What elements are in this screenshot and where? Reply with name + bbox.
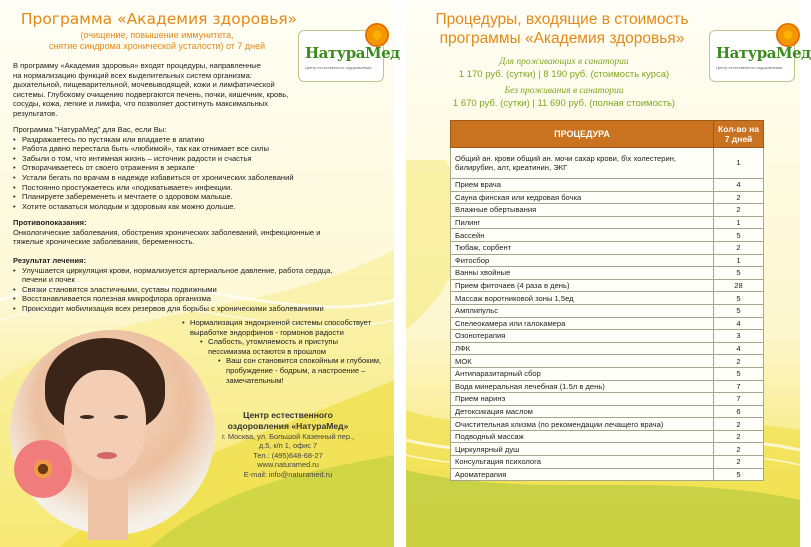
- results-title-text: Результат лечения:: [13, 256, 87, 265]
- table-row: [451, 393, 764, 406]
- results-list: [13, 266, 358, 314]
- column-header-quantity: Кол-во на 7 дней: [714, 121, 764, 148]
- quantity-cell: 5: [714, 304, 764, 317]
- results-section: [13, 256, 358, 314]
- quantity-cell: 2: [714, 443, 764, 456]
- procedures-title: [412, 10, 712, 48]
- list-item: • Ваш сон становится спокойным и глубоким, пробуждение - бодрым, а настроение – замечательным!: [218, 356, 382, 385]
- center-name-line: Центр естественного: [243, 410, 333, 420]
- table-row: [451, 330, 764, 343]
- procedure-cell: Прием врача: [451, 179, 714, 192]
- for-you-title: Программа "НатураМед" для Вас, если Вы:: [13, 125, 167, 134]
- procedure-cell: Ароматерапия: [451, 468, 714, 481]
- quantity-cell: 5: [714, 468, 764, 481]
- intro-line: дыхательной, пищеварительной, мочевыводящей, кожи и лимфатической: [13, 80, 275, 90]
- table-row: [451, 241, 764, 254]
- list-item: • Слабость, утомляемость и приступы пессимизма остаются в прошлом: [200, 337, 382, 356]
- neck-shape: [88, 470, 128, 540]
- subtitle-line: (очищение, повышение иммунитета,: [80, 30, 234, 40]
- program-subtitle: [24, 30, 290, 52]
- table-row: [451, 304, 764, 317]
- quantity-cell: 5: [714, 267, 764, 280]
- quantity-cell: 4: [714, 342, 764, 355]
- contraindications-line: тяжелые хронические заболевания, беременность.: [13, 237, 195, 247]
- lips-shape: [97, 452, 117, 459]
- phone-text: Тел.: (495)648-68-27: [253, 450, 323, 460]
- intro-line: системы. Глубокому очищению подвергаются печень, почки, кишечник, кровь,: [13, 89, 289, 99]
- list-item: • Раздражаетесь по пустякам или впадаете в апатию: [13, 135, 383, 145]
- quantity-cell: 2: [714, 204, 764, 217]
- quantity-cell: 5: [714, 292, 764, 305]
- quantity-cell: 7: [714, 380, 764, 393]
- intro-line: В программу «Академия здоровья» входят процедуры, направленные: [13, 61, 261, 70]
- procedure-cell: Бассейн: [451, 229, 714, 242]
- list-item: • Планируете забеременеть и мечтаете о здоровом малыше.: [13, 192, 383, 202]
- naturamed-logo: [298, 30, 400, 82]
- table-row: [451, 405, 764, 418]
- procedure-cell: Консультация психолога: [451, 456, 714, 469]
- procedure-cell: Общий ан. крови общий ан. мочи сахар крови, б\х холестерин, билирубин, алт, креатинин, ЭКГ: [451, 148, 714, 179]
- nonresident-price: 1 670 руб. (сутки) | 11 690 руб. (полная стоимость): [452, 98, 676, 109]
- procedure-cell: МОК: [451, 355, 714, 368]
- title-line: Процедуры, входящие в стоимость: [435, 11, 689, 28]
- address-line: д.5, к/п 1, офис 7: [258, 441, 318, 451]
- procedure-cell: Фитосбор: [451, 254, 714, 267]
- quantity-cell: 4: [714, 317, 764, 330]
- table-row: [451, 317, 764, 330]
- list-item: • Нормализация эндокринной системы способствует выработке эндорфинов - гормонов радости: [182, 318, 382, 337]
- quantity-cell: 28: [714, 279, 764, 292]
- logo-tagline: Центр естественного оздоровления: [305, 65, 372, 70]
- quantity-cell: 2: [714, 355, 764, 368]
- quantity-cell: 3: [714, 330, 764, 343]
- procedure-cell: Прием наринэ: [451, 393, 714, 406]
- contraindications-line: Онкологические заболевания, обострения хронических заболеваний, инфекционные и: [13, 227, 321, 237]
- procedure-cell: Тюбаж, сорбент: [451, 241, 714, 254]
- face-shape: [64, 370, 146, 480]
- right-page: [406, 0, 811, 547]
- table-row: [451, 279, 764, 292]
- list-item: • Работа давно перестала быть «любимой», так как отнимает все силы: [13, 144, 383, 154]
- procedure-cell: Детоксикация маслом: [451, 405, 714, 418]
- procedure-cell: Очистительная клизма (по рекомендации лечащего врача): [451, 418, 714, 431]
- procedure-cell: Циркулярный душ: [451, 443, 714, 456]
- results-title: [13, 256, 358, 266]
- table-row: [451, 292, 764, 305]
- procedure-cell: Массаж воротниковой зоны 1,5ед: [451, 292, 714, 305]
- quantity-cell: 2: [714, 456, 764, 469]
- list-item: • Устали бегать по врачам в надежде избавиться от хронических заболеваний: [13, 173, 383, 183]
- quantity-cell: 2: [714, 241, 764, 254]
- quantity-cell: 4: [714, 179, 764, 192]
- procedure-cell: Прием фиточаев (4 раза в день): [451, 279, 714, 292]
- resident-label: Для проживающих в санатории: [499, 57, 629, 67]
- procedure-cell: Пилинг: [451, 216, 714, 229]
- quantity-cell: 5: [714, 367, 764, 380]
- table-row: [451, 430, 764, 443]
- procedure-cell: Вода минеральная лечебная (1.5л в день): [451, 380, 714, 393]
- program-title: Программа «Академия здоровья»: [20, 10, 298, 28]
- list-item: • Происходит мобилизация всех резервов для борьбы с хроническими заболеваниями: [13, 304, 358, 314]
- left-page: [0, 0, 400, 547]
- email-link[interactable]: E-mail: info@naturamed.ru: [243, 469, 333, 479]
- table-row: [451, 179, 764, 192]
- list-item: • Восстанавливается полезная микрофлора организма: [13, 294, 358, 304]
- table-row: [451, 380, 764, 393]
- contraindications-title-text: Противопоказания:: [13, 218, 87, 227]
- procedure-cell: Спелеокамера или галокамера: [451, 317, 714, 330]
- table-row: [451, 342, 764, 355]
- procedure-cell: Влажные обертывания: [451, 204, 714, 217]
- procedure-cell: Антипаразитарный сбор: [451, 367, 714, 380]
- list-item: • Отворачиваетесь от своего отражения в зеркале: [13, 163, 383, 173]
- procedure-cell: Амплипульс: [451, 304, 714, 317]
- logo-name: НатураМед: [305, 44, 400, 62]
- list-item: • Хотите оставаться молодым и здоровым как можно дольше.: [13, 202, 383, 212]
- contraindications-title: [13, 218, 383, 228]
- list-item: • Постоянно простужаетесь или «подхватываете» инфекции.: [13, 183, 383, 193]
- contraindications-section: [13, 218, 383, 247]
- quantity-cell: 2: [714, 430, 764, 443]
- column-header-procedure: ПРОЦЕДУРА: [451, 121, 714, 148]
- naturamed-logo: [709, 30, 811, 82]
- table-row: [451, 443, 764, 456]
- logo-tagline: Центр естественного оздоровления: [716, 65, 783, 70]
- table-row: [451, 229, 764, 242]
- logo-name: НатураМед: [716, 44, 811, 62]
- table-body: [451, 148, 764, 481]
- intro-line: на нормализацию функций всех выделительных систем организма:: [13, 70, 252, 80]
- quantity-cell: 2: [714, 191, 764, 204]
- nonresident-label: Без проживания в санатории: [504, 86, 624, 96]
- quantity-cell: 1: [714, 254, 764, 267]
- title-line: программы «Академия здоровья»: [439, 30, 685, 47]
- table-row: [451, 456, 764, 469]
- procedure-cell: Подводный массаж: [451, 430, 714, 443]
- table-row: [451, 367, 764, 380]
- table-row: [451, 204, 764, 217]
- center-name: [218, 410, 358, 432]
- table-row: [451, 216, 764, 229]
- list-item: • Связки становятся эластичными, суставы подвижными: [13, 285, 358, 295]
- center-name-line: оздоровления «НатураМед»: [227, 421, 349, 431]
- table-row: [451, 355, 764, 368]
- for-you-section: [13, 125, 383, 211]
- table-row: [451, 267, 764, 280]
- address-line: г. Москва, ул. Большой Казенный пер.,: [221, 432, 355, 441]
- center-contacts: [218, 410, 358, 479]
- list-item: • Улучшается циркуляция крови, нормализуется артериальное давление, работа сердца, печени и почек: [13, 266, 358, 285]
- subtitle-line: снятие синдрома хронической усталости) от 7 дней: [48, 41, 266, 51]
- table-row: [451, 468, 764, 481]
- for-you-list: [13, 135, 383, 212]
- gerbera-flower-icon: [14, 440, 72, 498]
- eye-shape: [80, 415, 94, 419]
- quantity-cell: 1: [714, 148, 764, 179]
- quantity-cell: 5: [714, 229, 764, 242]
- table-row: [451, 191, 764, 204]
- eye-shape: [114, 415, 128, 419]
- procedure-cell: Сауна финская или кедровая бочка: [451, 191, 714, 204]
- results-list-right: [182, 318, 382, 385]
- resident-price: 1 170 руб. (сутки) | 8 190 руб. (стоимость курса): [458, 69, 670, 80]
- quantity-cell: 2: [714, 418, 764, 431]
- procedure-cell: Озонотерапия: [451, 330, 714, 343]
- procedure-cell: Ванны хвойные: [451, 267, 714, 280]
- intro-line: сосуды, кожа, легкие и лимфа, что позволяет достигнуть максимальных результатов.: [13, 99, 269, 118]
- table-row: [451, 418, 764, 431]
- list-item: • Забыли о том, что интимная жизнь – источник радости и счастья: [13, 154, 383, 164]
- procedure-cell: ЛФК: [451, 342, 714, 355]
- table-header-row: [451, 121, 764, 148]
- procedures-table: [450, 120, 764, 481]
- table-row: [451, 148, 764, 179]
- website-link[interactable]: www.naturamed.ru: [257, 460, 319, 470]
- table-row: [451, 254, 764, 267]
- intro-paragraph: [13, 61, 303, 119]
- quantity-cell: 7: [714, 393, 764, 406]
- quantity-cell: 6: [714, 405, 764, 418]
- quantity-cell: 1: [714, 216, 764, 229]
